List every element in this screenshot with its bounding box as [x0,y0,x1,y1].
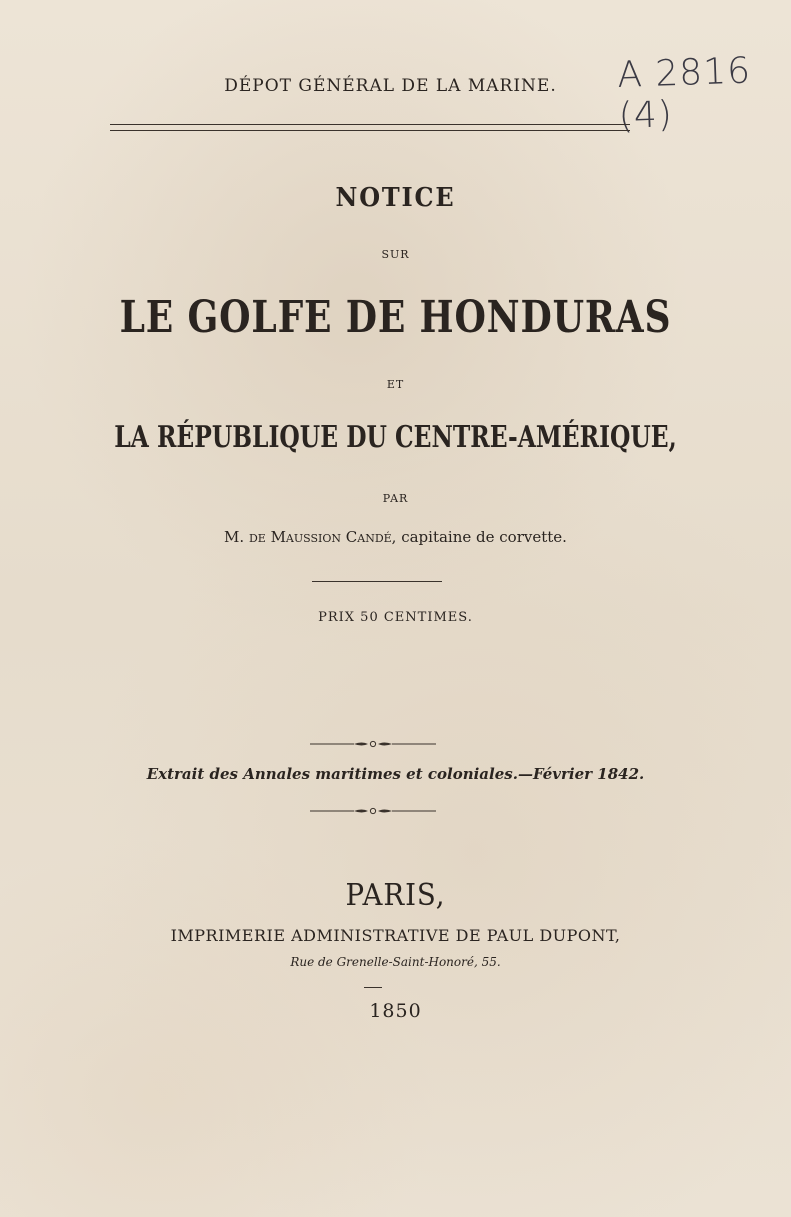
price-line: PRIX 50 CENTIMES. [318,610,473,625]
author-name: Maussion Candé [270,528,392,546]
author-rank: , capitaine de corvette. [391,528,567,546]
et-word: ET [386,378,405,391]
main-title: LE GOLFE DE HONDURAS [119,292,672,343]
short-dash [364,987,382,988]
depot-heading: DÉPOT GÉNÉRAL DE LA MARINE. [224,76,557,96]
middle-rule [312,581,442,582]
top-double-rule [110,124,630,131]
imprint-address: Rue de Grenelle-Saint-Honoré, 55. [290,955,501,969]
ornament-divider-top [310,739,436,749]
imprint-city: PARIS, [345,878,446,913]
extract-line: Extrait des Annales maritimes et coloniales.—Février 1842. [146,765,645,783]
ornament-divider-bottom [310,806,436,816]
author-line [0,528,791,546]
sur-word: SUR [381,248,410,261]
par-word: PAR [382,492,409,505]
notice-title: NOTICE [335,183,456,213]
handwritten-call-number: A 2816 (4) [616,50,752,137]
imprint-year: 1850 [369,1000,422,1022]
second-title: LA RÉPUBLIQUE DU CENTRE-AMÉRIQUE, [114,420,677,455]
author-prefix: M. de [224,528,271,546]
imprint-printer: IMPRIMERIE ADMINISTRATIVE DE PAUL DUPONT, [170,926,621,945]
